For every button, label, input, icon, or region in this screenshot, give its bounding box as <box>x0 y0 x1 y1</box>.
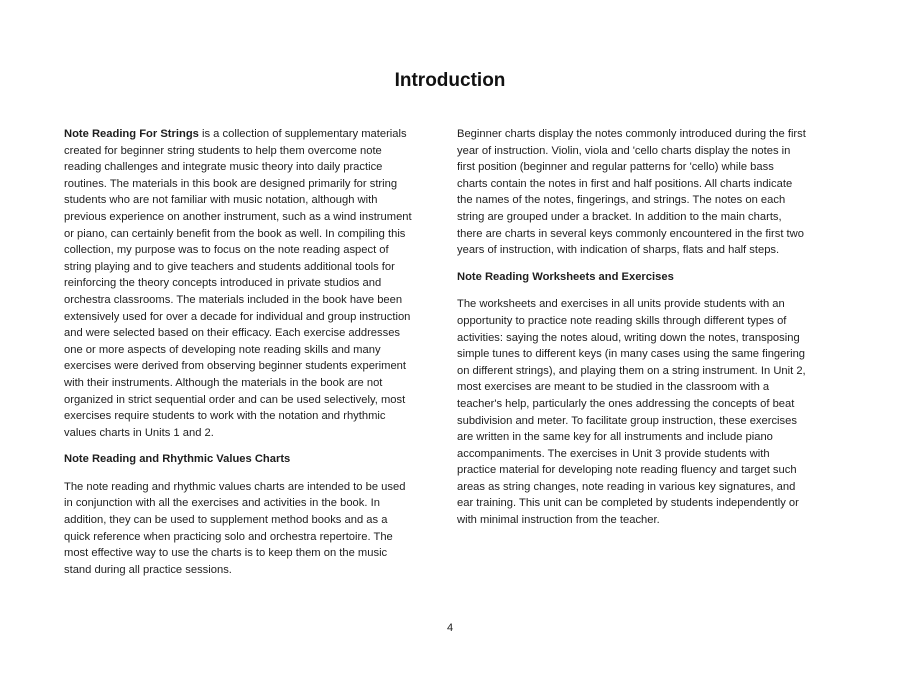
worksheets-paragraph: The worksheets and exercises in all units provide students with an opportunity to practice note reading skills through different types of activities: saying the notes aloud, writing down the notes, transposing simple tunes to different keys (in many cases using the same fingering on different strings), and playing them on a string instrument. In Unit 2, most exercises are meant to be studied in the classroom with a teacher's help, particularly the ones addressing the concepts of beat subdivision and meter. To facilitate group instruction, these exercises are written in the same key for all instruments and include piano accompaniments. The exercises in Unit 3 provide students with practice material for developing note reading fluency and target such areas as string changes, note reading in various key signatures, and ear training. This unit can be completed by students independently or with minimal instruction from the teacher. <box>457 298 806 527</box>
beginner-charts-paragraph: Beginner charts display the notes commonly introduced during the first year of instruction. Violin, viola and 'cello charts display the notes in first position (beginner and regular patterns for 'cello) while bass charts contain the notes in first and half positions. All charts indicate the names of the notes, fingerings, and strings. The notes on each string are grouped under a bracket. In addition to the main charts, there are charts in several keys commonly encountered in the first two years of instruction, with indication of sharps, flats and half steps. <box>457 128 806 257</box>
intro-paragraph <box>64 126 414 441</box>
right-column <box>457 126 807 539</box>
section-heading-worksheets: Note Reading Worksheets and Exercises <box>457 270 674 283</box>
book-title-bold: Note Reading For Strings <box>64 128 199 140</box>
intro-paragraph-text: is a collection of supplementary materials created for beginner string students to help them overcome note reading challenges and integrate music theory into daily practice routines. The materials in this book are designed primarily for string students who are not familiar with music notation, although with previous experience on another instrument, such as a wind instrument or piano, can certainly benefit from the book as well. In compiling this collection, my purpose was to focus on the note reading aspect of string playing and to give teachers and students additional tools for reinforcing the theory concepts introduced in private studios and orchestra classrooms. The materials included in the book have been extensively used for over a decade for individual and group instruction and were selected based on their efficacy. Each exercise addresses one or more aspects of developing note reading skills and many exercises were derived from observing beginner students experiment with their instruments. Although the materials in the book are not organized in strict sequential order and can be used selectively, most exercises require students to work with the notation and rhythmic values charts in Units 1 and 2. <box>64 128 412 439</box>
charts-paragraph: The note reading and rhythmic values charts are intended to be used in conjunction with all the exercises and activities in the book. In addition, they can be used to supplement method books and as a quick reference when practicing solo and orchestra repertoire. The most effective way to use the charts is to keep them on the music stand during all practice sessions. <box>64 480 406 576</box>
page-title: Introduction <box>394 70 506 91</box>
left-column <box>64 126 414 588</box>
page-number: 4 <box>446 622 454 634</box>
section-heading-charts: Note Reading and Rhythmic Values Charts <box>64 453 291 466</box>
